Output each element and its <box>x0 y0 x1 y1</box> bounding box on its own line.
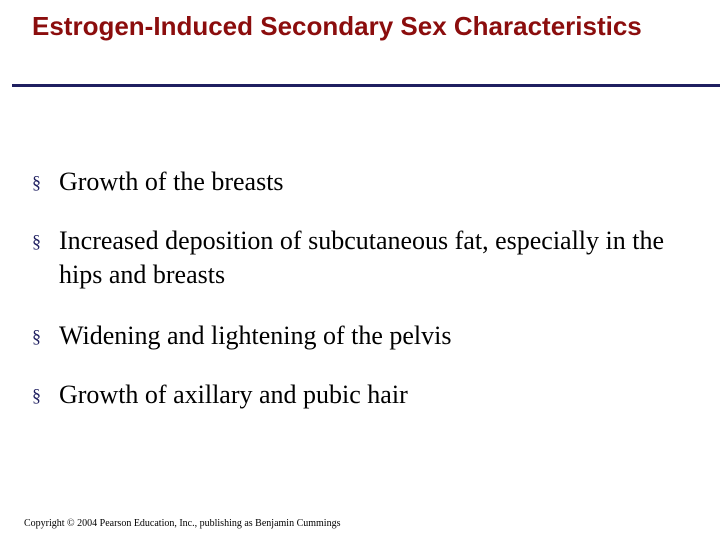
bullet-item <box>32 319 702 353</box>
bullet-item <box>32 378 702 412</box>
bullet-text: Widening and lightening of the pelvis <box>59 321 452 350</box>
bullet-item <box>32 165 702 199</box>
bullet-item <box>32 224 702 292</box>
bullet-marker-icon: § <box>32 172 41 192</box>
copyright-footer: Copyright © 2004 Pearson Education, Inc., publishing as Benjamin Cummings <box>24 518 341 529</box>
bullet-text: Growth of the breasts <box>59 167 284 196</box>
title-divider <box>12 84 720 87</box>
bullet-text: Growth of axillary and pubic hair <box>59 380 408 409</box>
bullet-marker-icon: § <box>32 385 41 405</box>
slide-title: Estrogen-Induced Secondary Sex Characteristics <box>32 11 642 41</box>
bullet-marker-icon: § <box>32 231 41 251</box>
bullet-text: Increased deposition of subcutaneous fat, especially in the hips and breasts <box>59 226 665 289</box>
bullet-marker-icon: § <box>32 326 41 346</box>
